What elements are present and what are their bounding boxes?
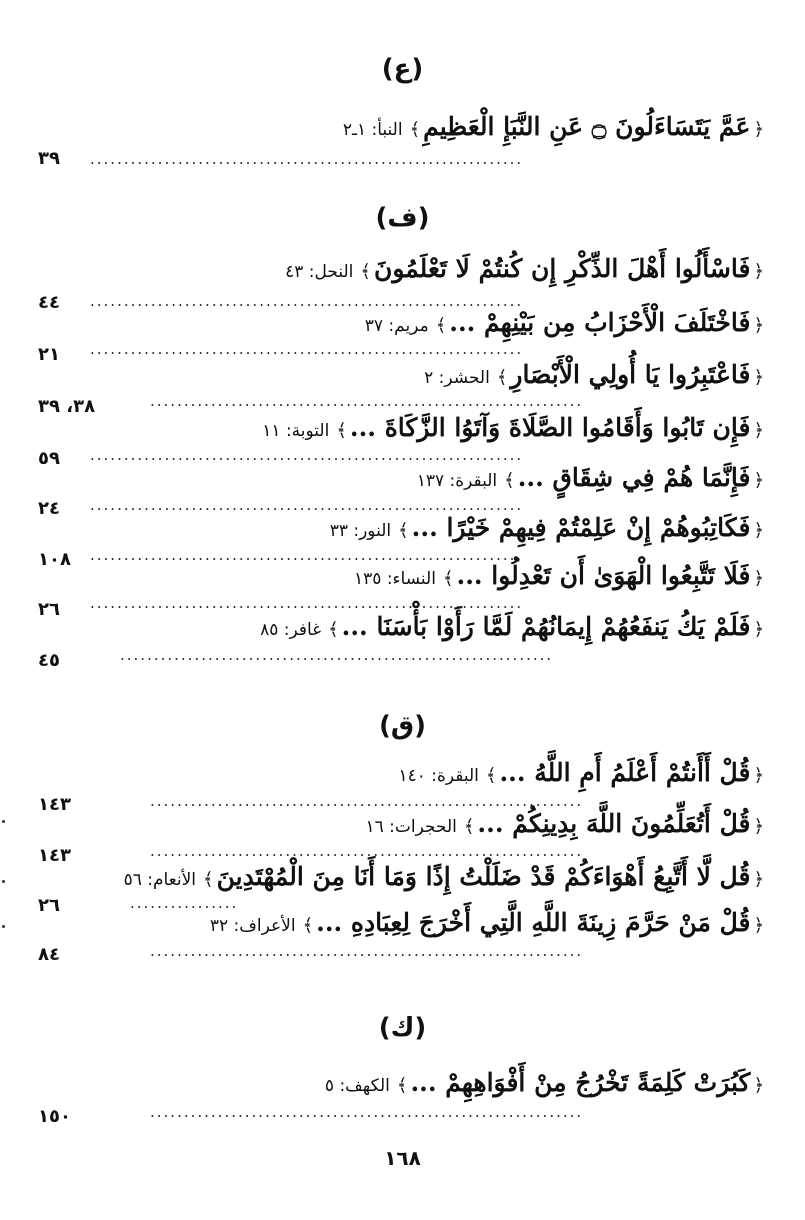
verse-text: فَلَمْ يَكُ يَنفَعُهُمْ إِيمَانُهُمْ لَمَّا رَأَوْا بَأْسَنَا ... xyxy=(341,612,751,641)
margin-mark xyxy=(2,925,5,928)
ornate-bracket-icon: ﴿ xyxy=(753,119,764,140)
dot-leader: ................................................................ xyxy=(90,496,524,514)
page-number: ١٦٨ xyxy=(384,1146,421,1170)
ornate-bracket-icon: ﴾ xyxy=(409,119,421,140)
ornate-bracket-icon: ﴾ xyxy=(302,915,314,936)
surah-reference: البقرة: ١٤٠ xyxy=(398,766,479,786)
surah-reference: الكهف: ٥ xyxy=(324,1076,390,1096)
verse-line xyxy=(325,1068,767,1097)
surah-reference: الحشر: ٢ xyxy=(424,368,490,388)
ornate-bracket-icon: ﴿ xyxy=(753,315,764,336)
page-reference: ٣٨، ٣٩ xyxy=(38,396,96,417)
dot-leader: ................................................................ xyxy=(90,150,524,168)
page-reference: ١٤٣ xyxy=(38,845,71,866)
surah-reference: النبأ: ١ـ٢ xyxy=(342,120,403,140)
page-reference: ٢٦ xyxy=(38,599,60,620)
dot-leader: ................................................................ xyxy=(150,1103,584,1121)
surah-reference: غافر: ٨٥ xyxy=(260,620,322,640)
ornate-bracket-icon: ﴿ xyxy=(753,520,764,541)
ornate-bracket-icon: ﴾ xyxy=(360,261,371,282)
verse-text: فَاخْتَلَفَ الْأَحْزَابُ مِن بَيْنِهِمْ ... xyxy=(449,308,751,337)
surah-reference: مريم: ٣٧ xyxy=(364,316,429,336)
verse-text: فَكَاتِبُوهُمْ إِنْ عَلِمْتُمْ فِيهِمْ خَيْرًا ... xyxy=(411,513,751,542)
ornate-bracket-icon: ﴿ xyxy=(753,261,764,282)
verse-line xyxy=(262,413,767,442)
verse-line xyxy=(365,308,767,337)
ornate-bracket-icon: ﴾ xyxy=(485,765,497,786)
surah-reference: الأنعام: ٥٦ xyxy=(123,870,197,890)
verse-text: قُلْ أَتُعَلِّمُونَ اللَّهَ بِدِينِكُمْ ... xyxy=(477,809,751,838)
verse-text: كَبُرَتْ كَلِمَةً تَخْرُجُ مِنْ أَفْوَاهِهِمْ ... xyxy=(410,1068,751,1097)
page-reference: ٣٩ xyxy=(38,148,60,169)
dot-leader: ................................................................ xyxy=(150,792,584,810)
surah-reference: الحجرات: ١٦ xyxy=(365,817,457,837)
verse-text: قُلْ أَأَنتُمْ أَعْلَمُ أَمِ اللَّهُ ... xyxy=(499,758,751,787)
page-reference: ٤٤ xyxy=(38,292,60,313)
ornate-bracket-icon: ﴿ xyxy=(753,420,764,441)
ornate-bracket-icon: ﴿ xyxy=(753,470,764,491)
ornate-bracket-icon: ﴿ xyxy=(753,816,764,837)
page-reference: ٢٦ xyxy=(38,895,60,916)
ornate-bracket-icon: ﴿ xyxy=(753,1075,764,1096)
verse-line xyxy=(210,908,767,937)
ornate-bracket-icon: ﴿ xyxy=(753,765,764,786)
verse-text: فَاسْأَلُوا أَهْلَ الذِّكْرِ إِن كُنتُمْ لَا تَعْلَمُونَ xyxy=(373,254,751,283)
verse-text: قُل لَّا أَتَّبِعُ أَهْوَاءَكُمْ قَدْ ضَلَلْتُ إِذًا وَمَا أَنَا مِنَ الْمُهْتَدِينَ xyxy=(216,862,751,891)
page-reference: ١٤٣ xyxy=(38,794,71,815)
section-heading: (ق) xyxy=(378,711,426,741)
verse-line xyxy=(285,254,767,283)
margin-mark xyxy=(2,880,5,883)
verse-line xyxy=(330,513,767,542)
verse-line xyxy=(398,758,767,787)
verse-line xyxy=(366,809,768,838)
dot-leader: ................................................................ xyxy=(120,646,554,664)
ornate-bracket-icon: ﴾ xyxy=(496,367,508,388)
ornate-bracket-icon: ﴿ xyxy=(753,915,764,936)
surah-reference: النور: ٣٣ xyxy=(329,521,392,541)
dot-leader: ................................................................ xyxy=(90,340,524,358)
page-reference: ١٥٠ xyxy=(38,1106,71,1127)
margin-mark xyxy=(2,820,5,823)
surah-reference: النحل: ٤٣ xyxy=(285,262,354,282)
section-heading: (ف) xyxy=(375,203,430,233)
verse-text: عَمَّ يَتَسَاءَلُونَ ۝ عَنِ النَّبَإِ الْعَظِيمِ xyxy=(423,112,751,141)
dot-leader: ................................................................ xyxy=(90,292,524,310)
ornate-bracket-icon: ﴾ xyxy=(396,1075,408,1096)
ornate-bracket-icon: ﴿ xyxy=(753,869,764,890)
verse-line xyxy=(124,862,767,891)
section-heading: (ع) xyxy=(381,54,424,84)
ornate-bracket-icon: ﴾ xyxy=(442,568,454,589)
ornate-bracket-icon: ﴾ xyxy=(504,470,515,491)
dot-leader: ................................................................ xyxy=(150,392,584,410)
verse-text: فَاعْتَبِرُوا يَا أُولِي الْأَبْصَارِ xyxy=(510,360,751,389)
surah-reference: النساء: ١٣٥ xyxy=(354,569,436,589)
surah-reference: التوبة: ١١ xyxy=(262,421,330,441)
dot-leader: ................................................................ xyxy=(150,842,584,860)
ornate-bracket-icon: ﴿ xyxy=(753,367,764,388)
page-reference: ٢١ xyxy=(38,344,60,365)
verse-line xyxy=(343,112,767,141)
verse-text: فَلَا تَتَّبِعُوا الْهَوَىٰ أَن تَعْدِلُوا ... xyxy=(456,561,751,590)
section-heading: (ك) xyxy=(378,1013,427,1043)
verse-line xyxy=(424,360,767,389)
ornate-bracket-icon: ﴾ xyxy=(398,520,409,541)
ornate-bracket-icon: ﴾ xyxy=(328,619,339,640)
ornate-bracket-icon: ﴾ xyxy=(203,869,214,890)
page-reference: ٥٩ xyxy=(38,448,60,469)
dot-leader: ................ xyxy=(130,894,239,912)
ornate-bracket-icon: ﴿ xyxy=(753,568,764,589)
page-reference: ١٠٨ xyxy=(38,549,71,570)
dot-leader: ................................................................ xyxy=(90,446,524,464)
ornate-bracket-icon: ﴾ xyxy=(435,315,447,336)
surah-reference: البقرة: ١٣٧ xyxy=(416,471,498,491)
verse-line xyxy=(260,612,767,641)
verse-text: فَإِنَّمَا هُمْ فِي شِقَاقٍ ... xyxy=(517,463,751,492)
verse-line xyxy=(354,561,767,590)
surah-reference: الأعراف: ٣٢ xyxy=(209,916,296,936)
page-reference: ٢٤ xyxy=(38,498,60,519)
dot-leader: ................................................................ xyxy=(150,942,584,960)
verse-text: فَإِن تَابُوا وَأَقَامُوا الصَّلَاةَ وَآتَوُا الزَّكَاةَ ... xyxy=(349,413,751,442)
page-reference: ٤٥ xyxy=(38,650,60,671)
verse-line xyxy=(417,463,767,492)
page-reference: ٨٤ xyxy=(38,944,60,965)
ornate-bracket-icon: ﴾ xyxy=(463,816,475,837)
dot-leader: ................................................................ xyxy=(90,546,524,564)
ornate-bracket-icon: ﴾ xyxy=(336,420,347,441)
dot-leader: ................................................................ xyxy=(90,594,524,612)
verse-text: قُلْ مَنْ حَرَّمَ زِينَةَ اللَّهِ الَّتِي أَخْرَجَ لِعِبَادِهِ ... xyxy=(316,908,751,937)
ornate-bracket-icon: ﴿ xyxy=(753,619,764,640)
